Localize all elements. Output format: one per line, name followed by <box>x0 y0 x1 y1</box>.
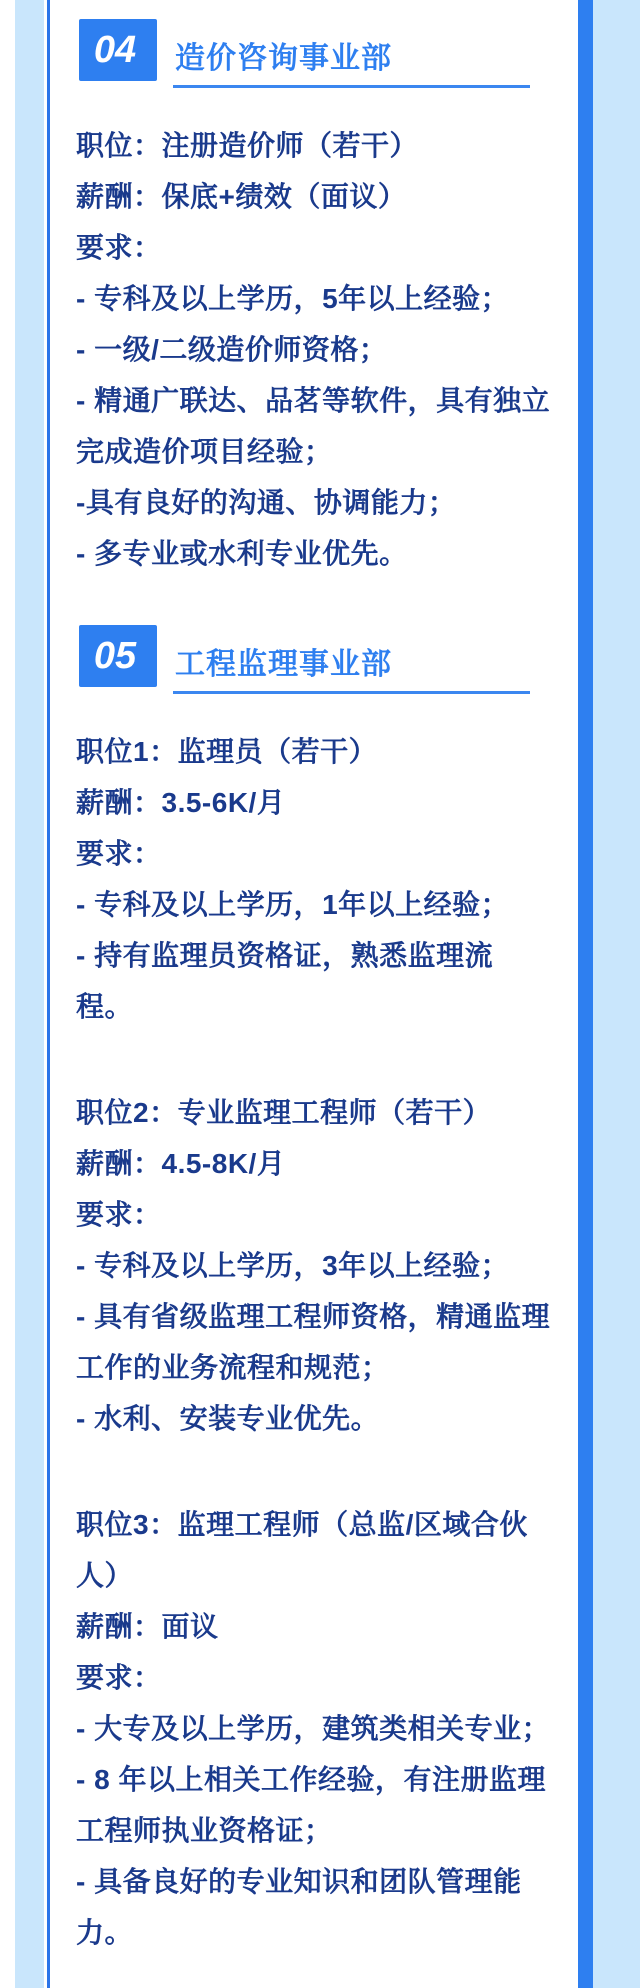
section-05-header <box>76 625 554 695</box>
section-05-number-badge <box>79 625 157 687</box>
section-04-title-underline <box>173 85 530 88</box>
section-05-title-underline <box>173 691 530 694</box>
section-cost-consulting <box>76 19 554 579</box>
job-block-professional-supervision-engineer: 职位2：专业监理工程师（若干） 薪酬：4.5-8K/月 要求： - 专科及以上学历，3年以上经验； - 具有省级监理工程师资格，精通监理 工作的业务流程和规范； - 水利、安装专业优先。 <box>76 1097 551 1434</box>
section-04-header <box>76 19 554 89</box>
section-04-number-badge <box>79 19 157 81</box>
section-number: 04 <box>93 28 137 71</box>
section-number: 05 <box>93 634 137 677</box>
right-blue-bar <box>578 0 593 1988</box>
poster-content <box>76 0 554 1958</box>
left-light-blue-strip <box>15 0 44 1988</box>
job-block-cost-engineer: 职位：注册造价师（若干） 薪酬：保底+绩效（面议） 要求： - 专科及以上学历，5年以上经验； - 一级/二级造价师资格； - 精通广联达、品茗等软件，具有独立 完成造价项目经验； -具有良好的沟通、协调能力； - 多专业或水利专业优先。 <box>76 130 551 569</box>
right-light-blue-strip <box>593 0 640 1988</box>
job-block-chief-supervision-engineer: 职位3：监理工程师（总监/区域合伙 人） 薪酬：面议 要求： - 大专及以上学历，建筑类相关专业； - 8 年以上相关工作经验，有注册监理 工程师执业资格证； - 具备良好的专业知识和团队管理能 力。 <box>76 1509 551 1948</box>
section-04-title: 造价咨询事业部 <box>175 42 392 75</box>
left-thin-blue-line <box>47 0 50 1988</box>
section-05-title: 工程监理事业部 <box>175 648 392 681</box>
job-block-supervisor: 职位1：监理员（若干） 薪酬：3.5-6K/月 要求： - 专科及以上学历，1年以上经验； - 持有监理员资格证，熟悉监理流 程。 <box>76 736 510 1022</box>
section-engineering-supervision <box>76 625 554 1958</box>
